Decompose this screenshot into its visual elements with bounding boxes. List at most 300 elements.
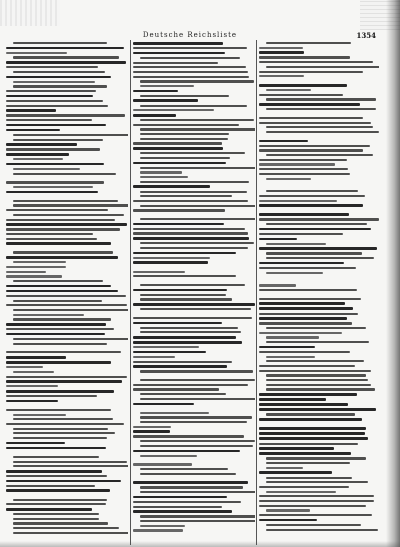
text-line bbox=[133, 426, 171, 428]
text-line bbox=[133, 430, 170, 433]
text-line bbox=[13, 251, 113, 253]
text-line bbox=[259, 94, 343, 96]
text-line bbox=[259, 332, 342, 334]
text-column-right bbox=[259, 42, 379, 542]
page-header bbox=[0, 0, 400, 40]
text-line bbox=[266, 131, 379, 133]
text-column-left bbox=[6, 42, 128, 542]
text-line bbox=[133, 147, 223, 150]
text-line bbox=[6, 376, 127, 378]
text-line bbox=[6, 95, 93, 98]
text-line bbox=[140, 171, 182, 173]
text-line bbox=[259, 262, 344, 265]
text-line bbox=[140, 294, 226, 296]
text-line bbox=[266, 360, 364, 362]
text-line bbox=[259, 313, 358, 315]
text-line bbox=[140, 445, 253, 447]
text-line bbox=[266, 272, 323, 274]
text-line bbox=[6, 271, 46, 273]
text-line bbox=[13, 527, 119, 529]
text-line bbox=[133, 71, 248, 73]
text-line bbox=[266, 336, 319, 338]
text-line bbox=[6, 328, 114, 330]
text-line bbox=[133, 351, 206, 354]
text-line bbox=[140, 128, 255, 130]
text-line bbox=[259, 351, 350, 353]
text-line bbox=[6, 119, 92, 121]
text-line bbox=[6, 47, 124, 50]
text-line bbox=[6, 228, 120, 230]
text-line bbox=[259, 117, 363, 119]
text-line bbox=[259, 408, 376, 411]
text-line bbox=[13, 318, 111, 320]
text-line bbox=[140, 157, 230, 159]
text-line bbox=[6, 153, 69, 156]
text-line bbox=[6, 223, 127, 226]
text-line bbox=[13, 532, 128, 534]
text-line bbox=[140, 105, 247, 107]
text-line bbox=[13, 522, 108, 524]
text-line bbox=[6, 470, 102, 473]
text-line bbox=[133, 346, 199, 348]
text-line bbox=[133, 114, 176, 117]
text-line bbox=[6, 390, 114, 393]
text-line bbox=[259, 195, 365, 197]
text-line bbox=[13, 371, 54, 373]
text-line bbox=[6, 66, 98, 68]
text-line bbox=[266, 190, 358, 192]
text-line bbox=[133, 261, 208, 264]
text-line bbox=[6, 503, 106, 505]
text-line bbox=[140, 416, 252, 418]
text-line bbox=[259, 122, 371, 124]
text-line bbox=[259, 145, 370, 147]
text-line bbox=[266, 467, 303, 469]
text-line bbox=[13, 461, 127, 463]
text-line bbox=[259, 346, 315, 349]
text-line bbox=[6, 124, 106, 127]
text-line bbox=[140, 473, 236, 475]
text-line bbox=[259, 56, 350, 58]
text-line bbox=[6, 219, 115, 221]
text-line bbox=[266, 524, 361, 526]
paragraph-gap bbox=[259, 136, 379, 140]
text-line bbox=[266, 509, 310, 511]
text-line bbox=[266, 457, 366, 459]
text-line bbox=[13, 309, 128, 311]
text-line bbox=[259, 486, 349, 488]
text-line bbox=[133, 223, 224, 226]
text-line bbox=[266, 388, 375, 390]
text-line bbox=[6, 395, 97, 397]
text-line bbox=[6, 485, 95, 487]
text-line bbox=[259, 322, 352, 324]
text-line bbox=[140, 247, 248, 249]
text-line bbox=[13, 85, 107, 87]
text-line bbox=[259, 284, 296, 286]
text-line bbox=[259, 514, 372, 516]
text-line bbox=[259, 71, 363, 73]
text-line bbox=[259, 247, 377, 250]
text-line bbox=[13, 499, 107, 501]
text-line bbox=[259, 159, 347, 161]
text-line bbox=[259, 427, 366, 430]
text-line bbox=[6, 266, 66, 268]
text-line bbox=[266, 374, 366, 376]
text-line bbox=[259, 173, 350, 175]
text-line bbox=[140, 308, 251, 310]
page-edge-shadow bbox=[386, 0, 400, 547]
text-line bbox=[6, 209, 108, 211]
text-line bbox=[259, 267, 356, 269]
text-line bbox=[6, 148, 100, 150]
text-line bbox=[140, 455, 197, 457]
text-line bbox=[259, 61, 373, 63]
text-line bbox=[259, 505, 366, 507]
text-line bbox=[133, 481, 248, 484]
text-line bbox=[133, 228, 245, 230]
text-line bbox=[6, 480, 121, 483]
text-line bbox=[266, 327, 366, 329]
text-line bbox=[140, 95, 229, 97]
text-line bbox=[259, 370, 371, 372]
text-line bbox=[13, 200, 118, 202]
scan-artifact-left bbox=[0, 0, 60, 26]
text-line bbox=[259, 213, 349, 216]
text-line bbox=[6, 400, 58, 403]
text-line bbox=[6, 233, 93, 235]
text-line bbox=[6, 508, 92, 511]
text-line bbox=[266, 252, 362, 254]
text-line bbox=[266, 529, 378, 531]
text-line bbox=[133, 388, 219, 390]
text-line bbox=[140, 491, 255, 493]
text-line bbox=[266, 108, 376, 110]
text-line bbox=[133, 510, 232, 513]
text-line bbox=[133, 275, 236, 277]
text-line bbox=[133, 361, 232, 363]
text-line bbox=[6, 52, 67, 54]
text-line bbox=[6, 114, 125, 116]
text-line bbox=[140, 379, 255, 381]
text-line bbox=[133, 317, 252, 319]
page-number: 1354 bbox=[356, 31, 376, 40]
text-line bbox=[266, 341, 369, 343]
text-line bbox=[259, 398, 326, 401]
text-line bbox=[13, 432, 115, 434]
text-line bbox=[13, 343, 107, 345]
text-line bbox=[13, 71, 105, 73]
text-line bbox=[13, 214, 124, 216]
text-line bbox=[133, 336, 236, 339]
text-line bbox=[266, 491, 336, 493]
text-line bbox=[133, 403, 194, 406]
text-line bbox=[259, 200, 337, 202]
text-line bbox=[133, 450, 240, 453]
text-line bbox=[133, 271, 185, 273]
text-line bbox=[6, 163, 104, 166]
text-line bbox=[140, 205, 255, 207]
text-line bbox=[13, 456, 99, 458]
text-line bbox=[259, 75, 304, 77]
text-line bbox=[259, 443, 358, 445]
text-line bbox=[6, 290, 118, 293]
text-line bbox=[6, 489, 110, 492]
text-line bbox=[140, 468, 228, 470]
text-line bbox=[13, 42, 107, 44]
text-line bbox=[259, 149, 363, 151]
text-line bbox=[259, 298, 361, 300]
text-line bbox=[266, 462, 350, 464]
text-line bbox=[140, 412, 209, 414]
text-line bbox=[6, 356, 66, 359]
text-line bbox=[133, 257, 210, 259]
text-line bbox=[6, 475, 107, 477]
text-line bbox=[266, 154, 373, 156]
text-line bbox=[259, 437, 368, 440]
text-line bbox=[140, 398, 255, 400]
text-line bbox=[6, 105, 108, 107]
text-line bbox=[6, 361, 111, 364]
text-line bbox=[140, 370, 253, 372]
text-line bbox=[140, 181, 249, 183]
text-line bbox=[133, 185, 210, 188]
text-line bbox=[140, 515, 255, 517]
text-line bbox=[140, 393, 226, 395]
text-line bbox=[6, 366, 43, 368]
text-line bbox=[13, 261, 66, 263]
paragraph-gap bbox=[133, 267, 255, 271]
text-line bbox=[13, 173, 116, 175]
column-divider bbox=[256, 40, 257, 545]
text-line bbox=[259, 140, 308, 143]
text-line bbox=[259, 519, 317, 522]
text-line bbox=[13, 518, 99, 520]
text-line bbox=[266, 413, 355, 415]
text-line bbox=[6, 238, 97, 240]
text-line bbox=[133, 52, 225, 55]
text-line bbox=[259, 471, 332, 474]
text-line bbox=[259, 302, 345, 305]
text-line bbox=[6, 61, 126, 64]
text-line bbox=[259, 432, 365, 435]
text-line bbox=[259, 289, 357, 291]
text-line bbox=[266, 89, 311, 91]
text-line bbox=[133, 66, 246, 68]
text-line bbox=[13, 81, 95, 83]
text-line bbox=[133, 99, 198, 102]
text-line bbox=[259, 495, 374, 497]
text-line bbox=[6, 323, 106, 326]
text-line bbox=[140, 242, 254, 244]
text-line bbox=[140, 525, 185, 527]
text-line bbox=[133, 209, 225, 211]
text-line bbox=[133, 200, 248, 202]
text-line bbox=[259, 84, 347, 87]
text-line bbox=[13, 134, 128, 136]
paragraph-gap bbox=[6, 495, 128, 499]
text-line bbox=[13, 418, 113, 420]
text-line bbox=[13, 513, 99, 515]
text-line bbox=[133, 341, 242, 344]
text-line bbox=[13, 139, 103, 141]
text-line bbox=[6, 76, 111, 79]
text-line bbox=[259, 307, 353, 310]
text-line bbox=[6, 351, 121, 353]
text-line bbox=[266, 243, 326, 245]
text-line bbox=[133, 384, 248, 386]
text-line bbox=[259, 51, 304, 54]
text-line bbox=[133, 496, 227, 499]
text-line bbox=[140, 138, 228, 140]
text-line bbox=[6, 256, 118, 259]
text-line bbox=[140, 167, 255, 169]
page-bottom-shadow bbox=[0, 541, 400, 547]
text-line bbox=[13, 465, 128, 467]
text-line bbox=[266, 178, 311, 180]
text-column-middle bbox=[133, 42, 255, 542]
text-line bbox=[6, 143, 77, 146]
text-line bbox=[13, 300, 102, 302]
text-line bbox=[6, 409, 111, 411]
text-line bbox=[133, 90, 178, 93]
text-line bbox=[259, 365, 355, 367]
text-line bbox=[13, 428, 108, 430]
text-line bbox=[266, 223, 367, 225]
text-line bbox=[266, 42, 351, 44]
text-line bbox=[133, 356, 175, 358]
text-line bbox=[6, 442, 65, 445]
text-line bbox=[133, 124, 239, 126]
text-line bbox=[259, 500, 374, 502]
text-line bbox=[133, 47, 247, 49]
column-divider bbox=[130, 40, 131, 545]
text-line bbox=[133, 501, 241, 503]
text-line bbox=[140, 298, 232, 300]
text-line bbox=[133, 42, 223, 45]
text-line bbox=[133, 232, 248, 234]
text-line bbox=[259, 168, 348, 170]
text-line bbox=[140, 80, 254, 82]
text-line bbox=[133, 365, 227, 368]
text-line bbox=[13, 56, 119, 58]
text-line bbox=[259, 452, 351, 455]
text-line bbox=[140, 133, 229, 135]
text-line bbox=[6, 275, 62, 277]
text-line bbox=[259, 447, 334, 450]
text-line bbox=[6, 181, 104, 183]
text-line bbox=[266, 384, 371, 386]
text-line bbox=[13, 280, 103, 282]
text-line bbox=[140, 284, 245, 286]
text-line bbox=[6, 380, 122, 383]
text-line bbox=[266, 257, 374, 259]
text-line bbox=[6, 242, 111, 245]
text-line bbox=[6, 295, 126, 297]
text-line bbox=[266, 98, 376, 100]
text-line bbox=[259, 163, 335, 165]
running-title: Deutsche Reichsliste bbox=[142, 31, 238, 39]
text-line bbox=[133, 322, 222, 325]
text-line bbox=[6, 129, 60, 132]
text-line bbox=[133, 162, 226, 165]
text-line bbox=[13, 414, 66, 416]
text-line bbox=[6, 109, 56, 112]
text-line bbox=[13, 158, 63, 160]
text-line bbox=[13, 186, 93, 188]
text-line bbox=[266, 66, 379, 68]
text-line bbox=[13, 204, 128, 206]
text-line bbox=[133, 142, 222, 144]
text-line bbox=[133, 506, 222, 508]
text-line bbox=[13, 338, 128, 340]
text-line bbox=[140, 421, 247, 423]
text-line bbox=[259, 47, 303, 49]
text-line bbox=[140, 331, 241, 333]
text-line bbox=[140, 440, 255, 442]
text-line bbox=[266, 379, 368, 381]
text-line bbox=[133, 435, 244, 437]
text-line bbox=[133, 109, 214, 111]
text-line bbox=[259, 233, 343, 235]
text-line bbox=[133, 76, 249, 78]
text-line bbox=[133, 529, 183, 531]
text-line bbox=[6, 285, 111, 288]
text-line bbox=[259, 403, 348, 406]
text-line bbox=[140, 152, 245, 154]
text-line bbox=[259, 317, 347, 320]
text-line bbox=[259, 238, 297, 241]
text-line bbox=[6, 191, 98, 194]
text-line bbox=[13, 314, 84, 316]
text-line bbox=[140, 176, 188, 178]
text-line bbox=[140, 57, 240, 59]
text-line bbox=[266, 477, 352, 479]
text-line bbox=[140, 486, 243, 488]
text-line bbox=[259, 418, 362, 421]
text-line bbox=[140, 119, 254, 121]
text-line bbox=[140, 327, 238, 329]
text-line bbox=[140, 191, 247, 193]
text-line bbox=[266, 481, 368, 483]
text-line bbox=[6, 447, 106, 450]
text-line bbox=[6, 100, 103, 102]
text-line bbox=[140, 195, 232, 197]
text-line bbox=[133, 237, 249, 240]
text-line bbox=[133, 62, 218, 64]
text-line bbox=[6, 423, 124, 425]
text-line bbox=[140, 520, 255, 522]
text-line bbox=[6, 385, 58, 387]
text-line bbox=[266, 126, 373, 128]
text-line bbox=[259, 228, 371, 231]
text-line bbox=[259, 103, 360, 106]
text-line bbox=[133, 289, 227, 292]
text-line bbox=[6, 90, 96, 92]
text-line bbox=[6, 304, 127, 306]
text-line bbox=[6, 333, 105, 336]
text-line bbox=[13, 168, 80, 170]
text-line bbox=[259, 393, 357, 396]
text-line bbox=[140, 218, 255, 220]
text-line bbox=[133, 463, 192, 465]
text-line bbox=[259, 204, 363, 207]
text-line bbox=[259, 218, 379, 220]
text-line bbox=[133, 252, 236, 255]
text-line bbox=[133, 303, 255, 306]
text-line bbox=[140, 85, 194, 87]
text-line bbox=[266, 356, 315, 358]
